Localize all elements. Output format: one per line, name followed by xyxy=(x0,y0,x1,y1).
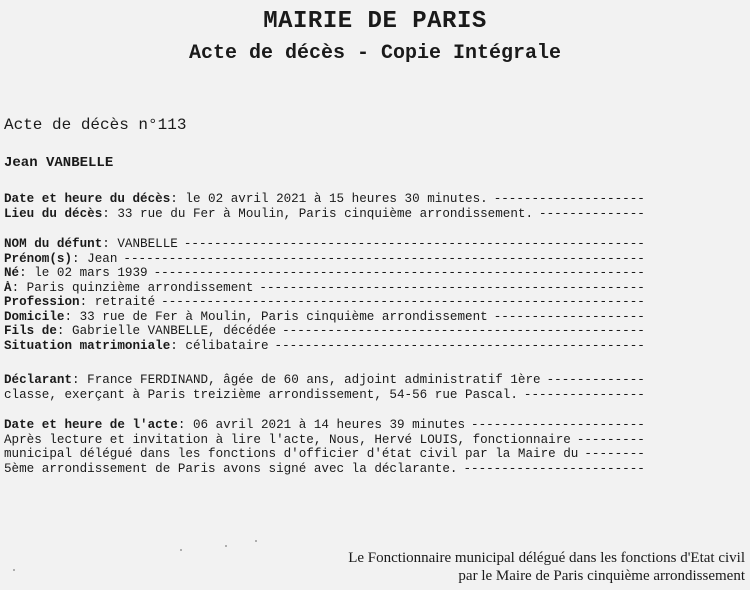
acte-text-line-2 xyxy=(4,447,644,462)
dash-filler xyxy=(494,192,644,207)
declarant-line-2 xyxy=(4,388,644,403)
dash-filler xyxy=(547,373,644,388)
date-deces-line xyxy=(4,192,644,207)
acte-text-line-1 xyxy=(4,433,644,448)
acte-text-3: 5ème arrondissement de Paris avons signé avec la déclarante. xyxy=(4,461,458,476)
fils-de-label: Fils de xyxy=(4,324,57,338)
defunt-section xyxy=(4,237,644,353)
signature-line-2: par le Maire de Paris cinquième arrondissement xyxy=(458,568,745,584)
nom-line xyxy=(4,237,644,252)
situation-value: : célibataire xyxy=(170,338,269,353)
acte-number: Acte de décès n°113 xyxy=(4,116,187,134)
acte-text-2: municipal délégué dans les fonctions d'officier d'état civil par la Maire du xyxy=(4,447,579,461)
dash-filler xyxy=(524,388,644,403)
domicile-line xyxy=(4,310,644,325)
prenom-line xyxy=(4,252,644,267)
ne-line xyxy=(4,266,644,281)
signature-block xyxy=(348,549,745,585)
dash-filler xyxy=(463,462,644,477)
declarant-value: : France FERDINAND, âgée de 60 ans, adjoint administratif 1ère xyxy=(72,373,541,387)
paper-speck xyxy=(13,569,15,571)
document-title: MAIRIE DE PARIS xyxy=(263,8,487,35)
acte-text-1: Après lecture et invitation à lire l'acte, Nous, Hervé LOUIS, fonctionnaire xyxy=(4,432,571,447)
fils-de-value: : Gabrielle VANBELLE, décédée xyxy=(56,324,277,338)
prenom-value: : Jean xyxy=(72,251,118,266)
lieu-deces-line xyxy=(4,207,644,222)
date-acte-line xyxy=(4,418,644,433)
person-name: Jean VANBELLE xyxy=(4,155,114,171)
nom-label: NOM du défunt xyxy=(4,237,103,251)
prenom-label: Prénom(s) xyxy=(4,251,73,266)
domicile-label: Domicile xyxy=(4,309,65,324)
lieu-deces-label: Lieu du décès xyxy=(4,206,103,221)
declarant-continuation: classe, exerçant à Paris treizième arrondissement, 54-56 rue Pascal. xyxy=(4,387,518,402)
dash-filler xyxy=(184,237,644,252)
dash-filler xyxy=(494,310,644,325)
dash-filler xyxy=(154,266,644,281)
acte-text-line-3 xyxy=(4,462,644,477)
ne-label: Né xyxy=(4,266,20,280)
lieu-naissance-value: : Paris quinzième arrondissement xyxy=(11,280,254,295)
nom-value: : VANBELLE xyxy=(102,237,178,251)
lieu-naissance-label: À xyxy=(4,280,12,295)
date-deces-value: : le 02 avril 2021 à 15 heures 30 minutes. xyxy=(170,192,488,206)
deces-section xyxy=(4,192,644,221)
ne-value: : le 02 mars 1939 xyxy=(19,266,148,280)
dash-filler xyxy=(123,252,644,267)
dash-filler xyxy=(282,324,644,339)
fils-de-line xyxy=(4,324,644,339)
acte-section xyxy=(4,418,644,476)
date-acte-value: : 06 avril 2021 à 14 heures 39 minutes xyxy=(177,418,466,432)
paper-speck xyxy=(255,540,257,542)
profession-label: Profession xyxy=(4,295,80,309)
dash-filler xyxy=(577,433,644,448)
document-subtitle: Acte de décès - Copie Intégrale xyxy=(188,42,562,65)
date-deces-label: Date et heure du décès xyxy=(4,192,171,206)
dash-filler xyxy=(259,281,644,296)
paper-speck xyxy=(225,545,227,547)
domicile-value: : 33 rue de Fer à Moulin, Paris cinquième arrondissement xyxy=(64,309,488,324)
situation-label: Situation matrimoniale xyxy=(4,338,171,353)
dash-filler xyxy=(584,447,644,462)
declarant-label: Déclarant xyxy=(4,373,73,387)
declarant-section xyxy=(4,373,644,402)
dash-filler xyxy=(275,339,644,354)
profession-value: : retraité xyxy=(79,295,156,309)
dash-filler xyxy=(471,418,644,433)
date-acte-label: Date et heure de l'acte xyxy=(4,418,178,432)
lieu-deces-value: : 33 rue du Fer à Moulin, Paris cinquième arrondissement. xyxy=(102,206,534,221)
declarant-line-1 xyxy=(4,373,644,388)
lieu-naissance-line xyxy=(4,281,644,296)
situation-line xyxy=(4,339,644,354)
signature-line-1: Le Fonctionnaire municipal délégué dans les fonctions d'Etat civil xyxy=(348,550,745,566)
paper-speck xyxy=(180,549,182,551)
profession-line xyxy=(4,295,644,310)
dash-filler xyxy=(161,295,644,310)
dash-filler xyxy=(539,207,644,222)
